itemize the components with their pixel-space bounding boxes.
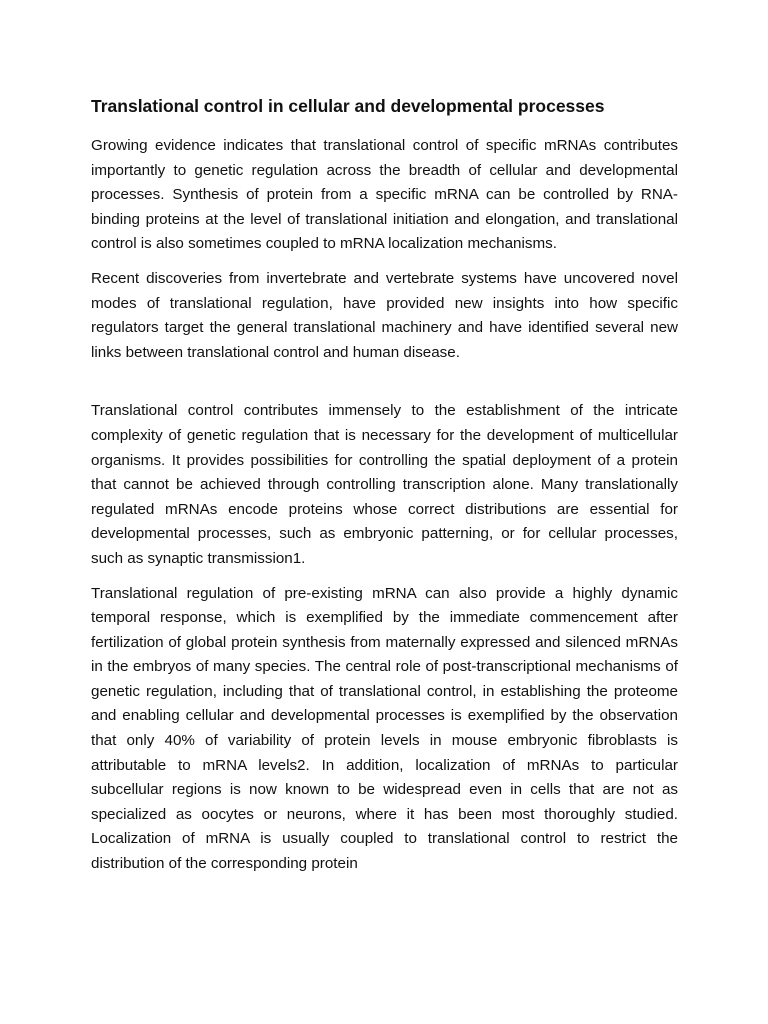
paragraph-1: Growing evidence indicates that translational control of specific mRNAs contributes importantly to genetic regulation across the breadth of cellular and developmental processes. Synthesis of protein from a specific mRNA can be controlled by RNA-binding proteins at the level of translational initiation and elongation, and translational control is also sometimes coupled to mRNA localization mechanisms. (91, 137, 678, 253)
paragraph-4: Translational regulation of pre-existing mRNA can also provide a highly dynamic temporal response, which is exemplified by the immediate commencement after fertilization of global protein synthesis from maternally expressed and silenced mRNAs in the embryos of many species. The central role of post-transcriptional mechanisms of genetic regulation, including that of translational control, in establishing the proteome and enabling cellular and developmental processes is exemplified by the observation that only 40% of variability of protein levels in mouse embryonic fibroblasts is attributable to mRNA levels2. In addition, localization of mRNAs to particular subcellular regions is now known to be widespread even in cells that are not as specialized as oocytes or neurons, where it has been most thoroughly studied. Localization of mRNA is usually coupled to translational control to restrict the distribution of the corresponding protein (91, 584, 678, 873)
paragraph-3: Translational control contributes immensely to the establishment of the intricate complexity of genetic regulation that is necessary for the development of multicellular organisms. It provides possibilities for controlling the spatial deployment of a protein that cannot be achieved through controlling transcription alone. Many translationally regulated mRNAs encode proteins whose correct distributions are essential for developmental processes, such as embryonic patterning, or for cellular processes, such as synaptic transmission1. (91, 402, 678, 567)
document-title: Translational control in cellular and developmental processes (91, 96, 605, 116)
document-page (91, 94, 678, 887)
paragraph-2: Recent discoveries from invertebrate and vertebrate systems have uncovered novel modes of translational regulation, have provided new insights into how specific regulators target the general translational machinery and have identified several new links between translational control and human disease. (91, 269, 678, 361)
